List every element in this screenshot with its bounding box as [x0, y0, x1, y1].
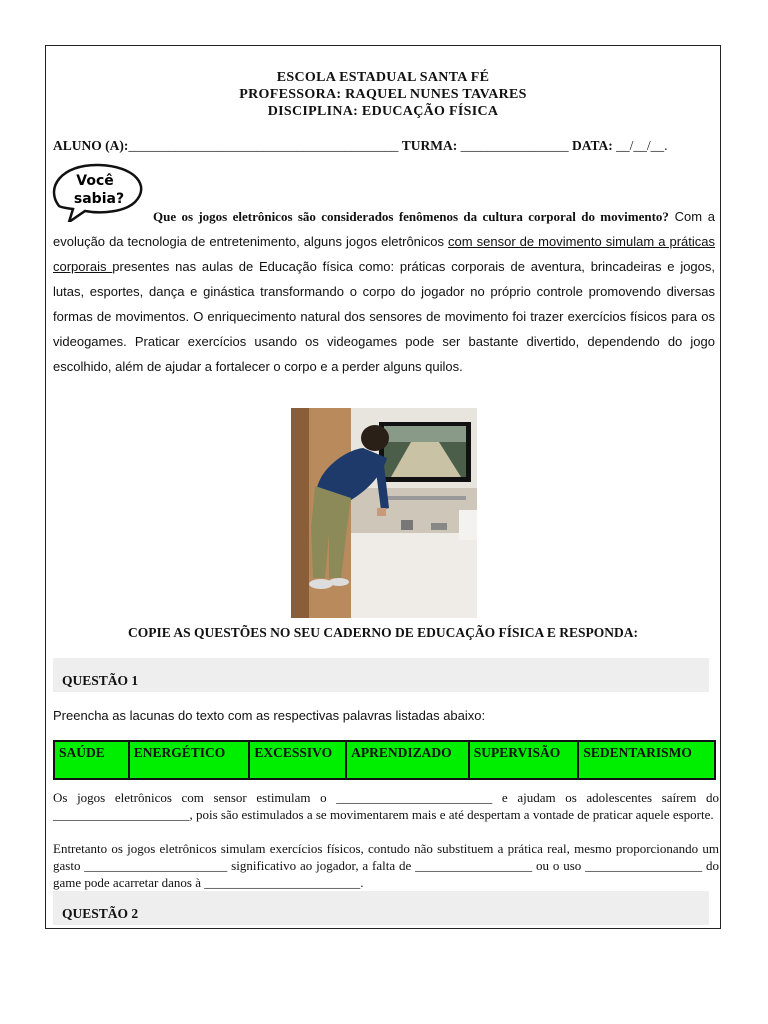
word-bank-cell: ENERGÉTICO — [129, 741, 250, 779]
instruction-heading: COPIE AS QUESTÕES NO SEU CADERNO DE EDUCAÇÃO FÍSICA E RESPONDA: — [127, 625, 639, 640]
student-blank: ________________________________________ — [128, 138, 399, 153]
intro-paragraph — [53, 204, 715, 379]
bubble-line-1: Você — [76, 173, 114, 189]
question-2-bar — [53, 891, 709, 925]
date-blank: __/__/__. — [616, 138, 668, 153]
class-blank: ________________ — [460, 138, 569, 153]
question-1-title: QUESTÃO 1 — [62, 673, 139, 688]
question-1-bar — [53, 658, 709, 692]
worksheet-page — [45, 45, 721, 929]
word-bank-cell: SEDENTARISMO — [578, 741, 715, 779]
school-name: ESCOLA ESTADUAL SANTA FÉ — [276, 70, 490, 85]
intro-underlined: com sensor de movimento simulam a práticas corporais — [53, 234, 715, 274]
student-label: ALUNO (A): — [53, 138, 129, 153]
word-bank-cell: APRENDIZADO — [346, 741, 469, 779]
word-bank-cell: EXCESSIVO — [249, 741, 346, 779]
fill-in-paragraph-1: Os jogos eletrônicos com sensor estimulam o ________________________ e ajudam os adolescentes saírem do _____________________, pois são estimulados a se movimentarem mais e até despertam a vontade de praticar aquele esporte. — [53, 790, 719, 822]
word-bank-table — [53, 740, 716, 780]
teacher-name: PROFESSORA: RAQUEL NUNES TAVARES — [239, 87, 527, 102]
intro-text-before: Com a evolução da tecnologia de entretenimento, alguns jogos eletrônicos — [53, 209, 716, 249]
intro-lead: Que os jogos eletrônicos são considerados fenômenos da cultura corporal do movimento? — [153, 209, 669, 224]
boy-playing-motion-game-photo — [291, 408, 477, 618]
student-info-line — [53, 138, 668, 154]
question-1-prompt: Preencha as lacunas do texto com as respectivas palavras listadas abaixo: — [53, 708, 486, 723]
class-label: TURMA: — [401, 138, 458, 153]
discipline-name: DISCIPLINA: EDUCAÇÃO FÍSICA — [267, 104, 499, 119]
intro-text-after: presentes nas aulas de Educação física como: práticas corporais de aventura, brincadeiras e jogos, lutas, esportes, dança e ginástica transformando o corpo do jogador no próprio controle promovendo diversas formas de movimentos. O enriquecimento natural dos sensores de movimento foi trazer exercícios físicos para os videogames. Praticar exercícios usando os videogames pode ser bastante divertido, dependendo do jogo escolhido, além de ajudar a fortalecer o corpo e a perder alguns quilos. — [53, 259, 716, 374]
word-bank-cell: SAÚDE — [54, 741, 129, 779]
word-bank-cell: SUPERVISÃO — [469, 741, 579, 779]
fill-in-paragraph-2: Entretanto os jogos eletrônicos simulam exercícios físicos, contudo não substituem a prática real, mesmo proporcionando um gasto ______________________ significativo ao jogador, a falta de __________________ ou o uso __________________ do game pode acarretar danos à ________________________. — [53, 841, 719, 890]
question-2-title: QUESTÃO 2 — [62, 906, 139, 921]
bubble-line-2: sabia? — [73, 191, 125, 207]
date-label: DATA: — [572, 138, 613, 153]
